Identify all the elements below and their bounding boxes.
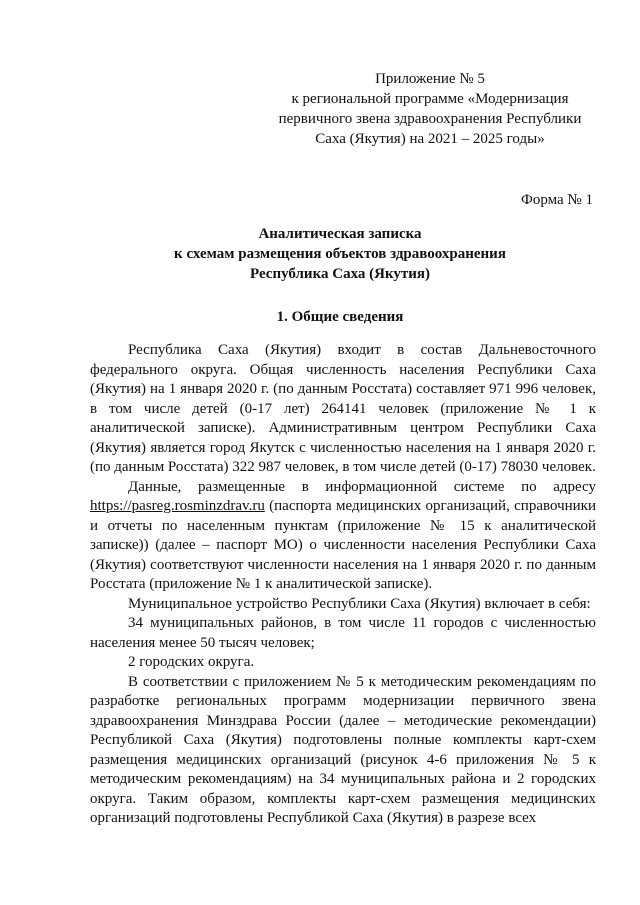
title-line-1: Аналитическая записка	[258, 226, 422, 242]
document-title	[90, 224, 590, 284]
paragraph-6: В соответствии с приложением № 5 к методическим рекомендациям по разработке региональных программ модернизации первичного звена здравоохранения Минздрава России (далее – методические рекомендации) Республикой Саха (Якутия) подготовлены полные комплекты карт-схем размещения медицинских организаций (рисунок 4-6 приложения № 5 к методическим рекомендациям) на 34 муниципальных района и 2 городских округа. Таким образом, комплекты карт-схем размещения медицинских организаций подготовлены Республикой Саха (Якутия) в разрезе всех	[90, 673, 596, 826]
section-heading: 1. Общие сведения	[276, 309, 404, 325]
document-body	[90, 341, 596, 829]
appendix-line-4: Саха (Якутия) на 2021 – 2025 годы»	[315, 131, 545, 147]
paragraph-2-start: Данные, размещенные в информационной системе по адресу	[128, 478, 596, 495]
form-label: Форма № 1	[521, 192, 593, 208]
appendix-line-1: Приложение № 5	[375, 71, 485, 87]
paragraph-2-end: (паспорта медицинских организаций, справочники и отчеты по населенным пунктам (приложение № 15 к аналитической записке)) (далее – паспорт МО) о численности населения Республики Саха (Якутия) соответствуют численности населения на 1 января 2020 г. по данным Росстата (приложение № 1 к аналитической записке).	[90, 498, 596, 592]
title-line-3: Республика Саха (Якутия)	[249, 266, 431, 282]
paragraph-2	[90, 478, 596, 595]
title-line-2: к схемам размещения объектов здравоохранения	[174, 246, 506, 262]
appendix-line-3: первичного звена здравоохранения Республики	[278, 111, 582, 127]
pasreg-link[interactable]: https://pasreg.rosminzdrav.ru	[90, 498, 265, 514]
appendix-header	[270, 69, 590, 149]
paragraph-4: 34 муниципальных районов, в том числе 11 городов с численностью населения менее 50 тысяч человек;	[90, 615, 596, 651]
paragraph-3: Муниципальное устройство Республики Саха (Якутия) включает в себя:	[128, 595, 591, 612]
appendix-line-2: к региональной программе «Модернизация	[291, 91, 569, 107]
paragraph-5: 2 городских округа.	[128, 654, 255, 670]
paragraph-1: Республика Саха (Якутия) входит в состав Дальневосточного федерального округа. Общая численность населения Республики Саха (Якутия) на 1 января 2020 г. (по данным Росстата) составляет 971 996 человек, в том числе детей (0-17 лет) 264141 человек (приложение № 1 к аналитической записке). Административным центром Республики Саха (Якутия) является город Якутск с численностью населения на 1 января 2020 г. (по данным Росстата) 322 987 человек, в том числе детей (0-17) 78030 человек.	[90, 342, 596, 475]
